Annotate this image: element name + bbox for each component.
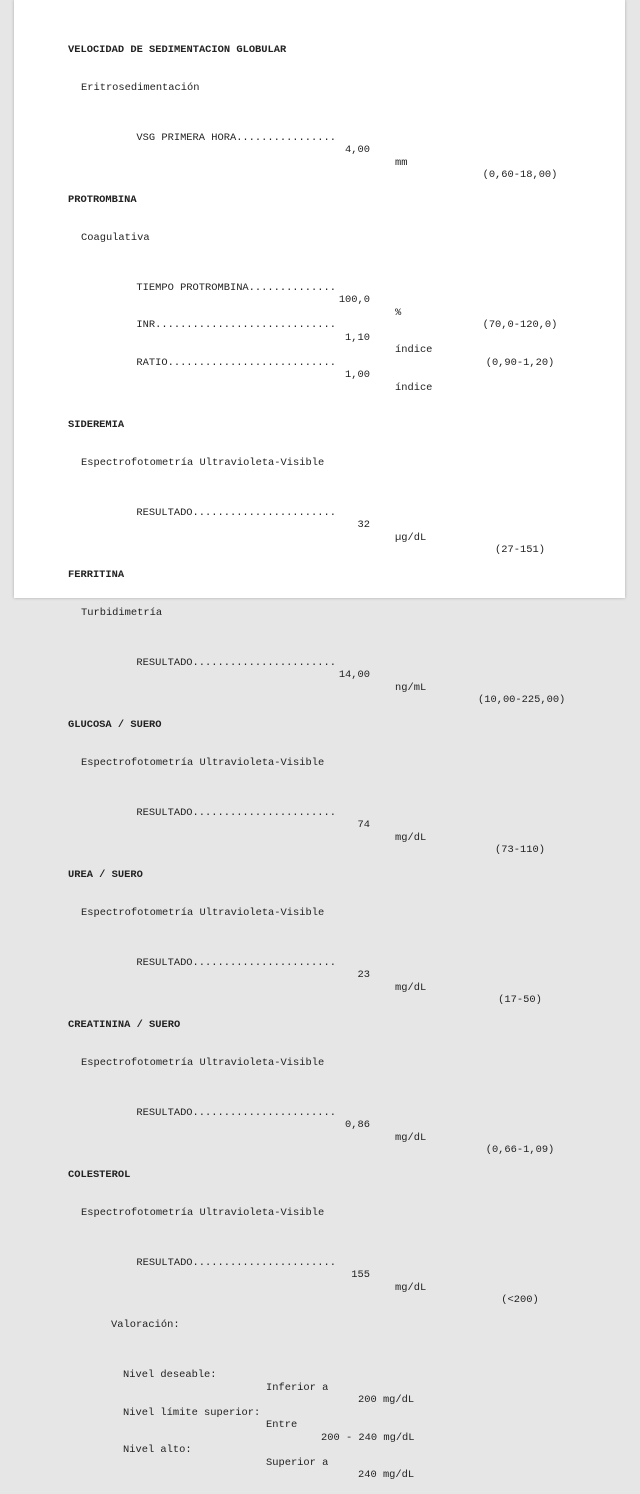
valoracion-comparator: Superior a (266, 1456, 329, 1469)
result-value: 1,10 (345, 331, 370, 344)
result-row (68, 1244, 539, 1306)
valoracion-label: Nivel límite superior: (123, 1406, 261, 1419)
result-range: (0,60-18,00) (482, 169, 558, 181)
result-value: 4,00 (345, 144, 370, 156)
section-method-glucosa: Espectrofotometría Ultravioleta-Visible (81, 756, 325, 769)
result-label: RESULTADO....................... (136, 506, 336, 519)
document-page (14, 0, 625, 1481)
section-title-sideremia: SIDEREMIA (68, 419, 125, 431)
section-title-vsg: VELOCIDAD DE SEDIMENTACION GLOBULAR (68, 44, 287, 56)
result-unit: mm (395, 156, 408, 169)
result-value: 14,00 (338, 669, 370, 681)
valoracion-label: Nivel deseable: (123, 1369, 217, 1381)
section-title-glucosa: GLUCOSA / SUERO (68, 719, 162, 731)
result-value: 0,86 (345, 1119, 370, 1131)
valoracion-line (68, 1357, 415, 1406)
section-title-colesterol: COLESTEROL (68, 1169, 131, 1181)
result-label: RESULTADO....................... (136, 1106, 336, 1119)
result-value: 100,0 (338, 294, 370, 306)
valoracion-value: 200 - 240 mg/dL (321, 1431, 415, 1444)
result-label: VSG PRIMERA HORA................ (136, 131, 336, 144)
valoracion-comparator: Entre (266, 1419, 298, 1431)
valoracion-value: 240 mg/dL (358, 1469, 415, 1481)
result-range: (<200) (501, 1294, 539, 1306)
result-range: (10,00-225,00) (478, 694, 566, 706)
result-range: (0,66-1,09) (485, 1144, 555, 1156)
result-label: RESULTADO....................... (136, 806, 336, 819)
result-row (68, 494, 545, 556)
section-method-ferritina: Turbidimetría (81, 606, 163, 619)
result-unit: mg/dL (395, 981, 427, 994)
result-value: 155 (351, 1269, 370, 1281)
section-title-ferritina: FERRITINA (68, 569, 125, 581)
result-unit: µg/dL (395, 531, 427, 544)
result-row (68, 944, 542, 1006)
section-method-colesterol: Espectrofotometría Ultravioleta-Visible (81, 1206, 325, 1219)
result-row (68, 344, 433, 394)
result-value: 23 (357, 969, 370, 981)
result-row (68, 794, 545, 856)
section-method-vsg: Eritrosedimentación (81, 81, 200, 94)
result-value: 32 (357, 519, 370, 531)
section-method-protrombina: Coagulativa (81, 231, 150, 244)
valoracion-value: 200 mg/dL (358, 1394, 415, 1406)
result-row (68, 1094, 555, 1156)
result-label: RESULTADO....................... (136, 956, 336, 969)
result-value: 74 (357, 819, 370, 831)
section-title-creatinina: CREATININA / SUERO (68, 1019, 181, 1031)
valoracion-title: Valoración: (111, 1319, 180, 1331)
result-label: RESULTADO....................... (136, 1256, 336, 1269)
result-label: INR............................. (136, 319, 336, 331)
result-unit: índice (395, 381, 433, 394)
result-unit: % (395, 306, 402, 319)
result-unit: mg/dL (395, 1131, 427, 1144)
result-value: 1,00 (345, 369, 370, 381)
result-range: (17-50) (498, 994, 542, 1006)
result-label: RESULTADO....................... (136, 656, 336, 669)
result-unit: mg/dL (395, 831, 427, 844)
section-method-sideremia: Espectrofotometría Ultravioleta-Visible (81, 456, 325, 469)
section-method-urea: Espectrofotometría Ultravioleta-Visible (81, 906, 325, 919)
result-label: TIEMPO PROTROMBINA.............. (136, 281, 336, 294)
result-label: RATIO........................... (136, 356, 336, 369)
section-method-creatinina: Espectrofotometría Ultravioleta-Visible (81, 1056, 325, 1069)
valoracion-label: Nivel alto: (123, 1444, 192, 1456)
result-unit: índice (395, 344, 433, 356)
section-title-urea: UREA / SUERO (68, 869, 143, 881)
result-range: (27-151) (495, 544, 545, 556)
result-range: (73-110) (495, 844, 545, 856)
result-unit: ng/mL (395, 681, 427, 694)
section-title-protrombina: PROTROMBINA (68, 194, 137, 206)
valoracion-comparator: Inferior a (266, 1381, 329, 1394)
result-row (68, 119, 558, 181)
result-unit: mg/dL (395, 1281, 427, 1294)
result-range: (0,90-1,20) (485, 356, 555, 369)
lab-report (68, 0, 566, 1482)
result-range: (70,0-120,0) (482, 319, 558, 331)
result-row (68, 644, 566, 706)
